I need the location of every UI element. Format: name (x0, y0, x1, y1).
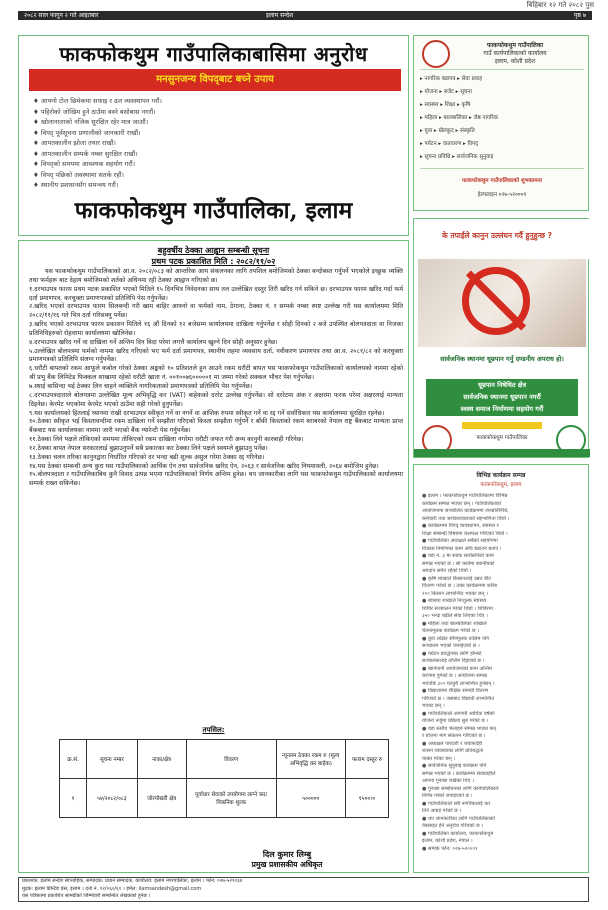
poster-green-box (426, 379, 578, 416)
list-item: ▸ स्वास्थ्य ▸ शिक्षा ▸ कृषि (420, 102, 471, 108)
article-line: ● खानेपानी आयोजनाको काम अन्तिम (422, 665, 492, 672)
list-item: ♦ आपतकालीन झोला तयार राखौं। (33, 139, 116, 147)
notice-subtitle: प्रथम पटक प्रकाशित मिति : २०८२/११/०२ (151, 257, 276, 266)
article-line: भएपछि ३०० घरधुरी लाभान्वित हुनेछन् । (422, 680, 495, 687)
article-line: ● वडा नं. ३ मा सडक स्तरोन्नतिको काम (422, 553, 494, 559)
article-line: ● गाउँपालिकाले आगामी आर्थिक वर्षको (422, 710, 495, 717)
table-header: विवरण (186, 740, 276, 779)
imprint-footer (18, 877, 589, 902)
article-line: ● युवा लक्षित सीपमूलक तालिम पनि (422, 635, 489, 642)
article-line: ● कृषि शाखाले किसानलाई उन्नत बीउ (422, 575, 491, 582)
header-page-label: पृष्ठ ७ (574, 12, 586, 19)
poster-headline: के तपाईंले कानुन उल्लंघन गर्दै हुनुहुन्छ ? (442, 231, 552, 240)
article-line: ३५० भन्दा बढीले सेवा लिएका थिए । (422, 613, 488, 619)
table-cell: ५००००० (276, 779, 345, 818)
table-row (60, 779, 389, 818)
article-line: ● गाउँपालिका अध्यक्षले सबैको सहयोगमा (422, 538, 498, 544)
article-line: चेतनामूलक कार्यक्रम गरेको छ । (422, 628, 479, 634)
article-line: ● गाउँपालिका कार्यालय, फाकफोकथुम (422, 830, 494, 837)
list-item: ▸ सूचना प्रविधि ▸ सार्वजनिक सुनुवाइ (420, 154, 494, 160)
notice-paragraph: १५.बोलपत्रदाता र गाउँपालिकाबिच कुनै विवाद उत्पन्न भएमा गाउँपालिकाको निर्णय अन्तिम हुनेछ। थप जानकारीका लागि यस फाकफोकथुम गाउँपालिकाको कार्यालयमा सम्पर्क राख्न सकिनेछ। (29, 471, 403, 488)
news-article (413, 464, 589, 873)
tender-table (59, 739, 389, 818)
article-line: ● थप जानकारीका लागि गाउँपालिकाको (422, 815, 495, 822)
article-subheading: फाकफोकथुम, इलाम (480, 482, 522, 488)
article-line: श्रमदान समेत रहेको थियो । (422, 568, 472, 574)
tender-notice (18, 240, 409, 873)
poster-green-line: स्वस्थ समाज निर्माणमा सहयोग गरौं (460, 405, 544, 413)
no-smoking-poster (413, 218, 589, 458)
list-item: ♦ आफ्नो टोल छिमेकमा सफाइ र ढल व्यवस्थापन गरौं। (33, 97, 162, 105)
notice-paragraph: ८.दरभाउपत्रदाताले बोलपत्रमा उल्लेखित मूल्य अभिवृद्धि कर (VAT) बाहेकको दररेट उल्लेख गर्नुपर्नेछ। सो दररेटमा अंक र अक्षरमा फरक परेमा अक्षरलाई मान्यता दिइनेछ। केरमेट भएकोमा केरमेट भएको ठाउँमा सही गरेको हुनुपर्नेछ। (29, 391, 403, 408)
notice-paragraph: यस फाकफोकथुम गाउँपालिकाको आ.व. २०८२/०८३ को आन्तरिक आय संकलनका लागि तपशिल बमोजिमको ठेक्का बन्दोबस्त गर्नुपर्ने भएकोले इच्छुक व्यक्ति तथा फर्महरू बाट देहाय बमोजिमको शर्तको अधिनमा रही ठेक्का आह्वान गरिएको छ। (29, 268, 403, 284)
poster-green-line: सार्वजनिक स्थानमा धूम्रपान नगरौं (463, 393, 541, 401)
footer-line: प्रकाशक: इलाम सन्देश साप्ताहिक, सम्पादक: प्रधान सम्पादक, कार्यालय: इलाम नगरपालिका, इलाम । फोन: ०२७-५२१२३४ (22, 878, 243, 884)
article-line: सम्पन्न भएको छ । सो कार्यमा स्थानीयको (422, 560, 495, 567)
article-line: तिर्न आग्रह गरेको छ । (422, 808, 462, 814)
article-line: वितरण गरेको छ । उक्त कार्यक्रममा करिब (422, 583, 497, 589)
list-item: ▸ पर्यटन ▸ वातावरण ▸ विपद् (420, 141, 479, 147)
notice-paragraph: १०.ठेक्का स्वीकृत भई किस्तावन्दीमा रकम दाखिला गर्ने सम्झौता गरिएको किस्ता सम्झौता गर्नुपर्ने र बाँकी किस्ताको रकम बराबरको नेपाल राष्ट्र बैंकबाट मान्यता प्राप्त बैंकबाट यस कार्यालयका नाममा जारी भएको बैंक ग्यारेन्टी पेस गर्नुपर्नेछ। (29, 418, 403, 435)
ad-red-bar: मनसुनजन्य विपद्‌बाट बच्ने उपाय (29, 69, 401, 91)
article-line: ● महिला तथा बालबालिका शाखाले (422, 620, 487, 627)
footer-line: मुद्रक: इलाम प्रिन्टिङ प्रेस, इलाम । दर्ता नं. १२/०६०/६१ । इमेल: ilamsandesh@gmail.com (22, 885, 202, 892)
article-line: ● पर्यटन प्रवर्द्धनका लागि होमस्टे (422, 650, 482, 657)
article-line: ● सम्पर्क फोन: ०२७-५२०००१ (422, 845, 478, 852)
ad-title: फाकफोकथुम गाउँपालिकाबासिमा अनुरोध (59, 42, 368, 66)
table-cell: १५००।० (346, 779, 389, 818)
article-line: ● इलाम । फाकफोकथुम गाउँपालिकामा विभिन्न (422, 493, 508, 499)
article-line: कार्यक्रम सम्पन्न भएका छन् । गाउँपालिकाको (422, 500, 502, 507)
article-line: ● कार्यक्रममा विपद् व्यवस्थापन, स्वास्थ्य र (422, 523, 499, 529)
article-line: वेबसाइट हेर्न अनुरोध गरिएको छ । (422, 823, 484, 829)
article-line: भएका छन् । (422, 703, 445, 709)
article-line: शिक्षा सम्बन्धी विषयमा छलफल गरिएको थियो । (422, 530, 508, 537)
article-line: ● गाउँपालिकाले सबै नागरिकलाई कर (422, 800, 491, 807)
notice-paragraph: ६.धरौटी बापतको रकम आफूले कबोल गरेको ठेक्का अङ्कको १० प्रतिशतले हुन आउने रकम धरौटी बापत यस फाकफोकथुम गाउँपालिकाको कार्यालयको नाममा रहेको श्री प्रभु बैंक लिमिटेड फिक्कल शाखामा रहेको धरौटी खाता नं. ००१००७६०००००१ मा जम्मा गरेको सक्कल भौचर पेश गर्नुपर्नेछ। (29, 365, 403, 382)
list-item: ♦ खोलानालाको नजिक सुरक्षित रहेर मात्र जाऔं। (33, 118, 149, 126)
article-line: सञ्चालन भएको जनाइएको छ । (422, 643, 480, 649)
article-line: चरणमा पुगेको छ । आयोजना सम्पन्न (422, 673, 488, 679)
article-line: ● सार्वजनिक सुनुवाइ कार्यक्रम पनि (422, 763, 487, 769)
article-line: व्यक्त गरेका छन् । (422, 755, 456, 762)
yellow-stripe (462, 422, 542, 429)
article-line: शासन व्यवस्थाका लागि प्रतिबद्धता (422, 748, 484, 754)
notice-paragraph: ९.यस कार्यालयको हितलाई ध्यानमा राखी दरभाउपत्र स्वीकृत गर्ने वा नगर्ने वा आंशिक रुपमा स्वीकृत गर्ने वा रद्द गर्ने सर्वाधिकार यस कार्यालयमा सुरक्षित रहनेछ। (29, 409, 385, 417)
list-item: ♦ पहिरोको जोखिम हुने ठाउँमा बस्ने बसोबास नगरौं। (33, 107, 156, 116)
table-caption: तपसिल: (202, 726, 225, 734)
header-left-text: २०८२ साल फागुन २ गते आइतबार (24, 12, 99, 19)
ad-red-line: फाकफोकथुम गाउँपालिकाको शुभकामना (462, 178, 542, 184)
article-line: निर्णय गरेको जनाइएको छ । (422, 793, 473, 799)
signatory-title: प्रमुख प्रशासकीय अधिकृत (251, 860, 323, 869)
notice-paragraph: ११.ठेक्का लिने पक्षले तोकिएको समयमा तोकिएको रकम दाखिला नगरेमा धरौटी जफत गरी अन्य कानुनी कारबाही गरिनेछ। (29, 436, 304, 444)
article-line: कर्मचारी तथा सरोकारवालाको सहभागिता थियो । (422, 515, 510, 522)
ad-tip-list (33, 96, 398, 191)
footer-line: यस पत्रिकामा प्रकाशित सामग्रीको जिम्मेवारी सम्बन्धित लेखकको हुनेछ । (22, 893, 151, 899)
notice-paragraph: ३.खरिद भएको दरभाउपत्र फारम प्रकाशन मितिले १६ औं दिनको १२ बजेसम्म कार्यालयमा दाखिला गर्नुपर्नेछ र सोही दिनको २ बजे उपस्थित बोलपत्रदाता वा निजका प्रतिनिधिहरुको रोहवरमा कार्यालयमा खोलिनेछ। (29, 321, 403, 337)
article-body (422, 493, 582, 853)
poster-green-line: धूम्रपान निषेधित क्षेत्र (477, 381, 527, 389)
article-line: २०० किसान लाभान्वित भएका छन् । (422, 590, 488, 597)
publication-date: बिहिबार १२ गते २०८२ पुस (526, 1, 594, 9)
list-item: ▸ नागरिक बडापत्र ▸ सेवा प्रवाह (420, 76, 483, 82)
table-cell: ५४/२०८२/०८३ (87, 779, 137, 818)
article-line: गरिएको छ । जसबाट विद्यार्थी लाभान्वित (422, 695, 495, 702)
poster-green-strip (414, 449, 590, 457)
list-item: ▸ महिला ▸ बालबालिका ▸ जेष्ठ नागरिक (420, 115, 499, 121)
notice-paragraph: ५.उल्लेखित बोलपत्रमा फर्मको नाममा खरिद गरिएको भए फर्म दर्ता प्रमाणपत्र, स्थानीय तहमा व्यवसाय दर्ता, नवीकरण प्रमाणपत्र तथा आ.व. २०८१/८२ को करचुक्ता प्रमाणपत्रको प्रतिलिपि संलग्न गर्नुपर्नेछ। (29, 347, 403, 364)
article-line: सञ्चालकलाई तालिम दिइएको छ । (422, 658, 485, 664)
org-name: फाकफोकथुम गाउँपालिका (486, 42, 544, 49)
signatory-name: दिल कुमार लिम्बु (262, 850, 312, 859)
article-line: ● स्वास्थ्य शाखाले निःशुल्क स्वास्थ्य (422, 598, 487, 604)
notice-paragraph: १४.यस ठेक्का सम्बन्धी अन्य कुरा यस गाउँपालिकाको आर्थिक ऐन तथा सार्वजनिक खरिद ऐन, २०६३ र सार्वजनिक खरिद नियमावली, २०६४ बमोजिम हुनेछ। (29, 462, 379, 470)
article-heading: विभिन्न कार्यक्रम सम्पन्न (476, 472, 526, 479)
article-line: शिविर सञ्चालन गरेको थियो । शिविरमा (422, 605, 493, 612)
article-line: ● वडा स्तरीय भेलाहरु सम्पन्न भएका छन् (422, 725, 496, 732)
list-item: ♦ स्थानीय प्रशासनसँग समन्वय गरौं। (33, 181, 119, 189)
table-header: नाका/क्षेत्र (137, 740, 186, 779)
notice-body (29, 268, 403, 489)
org-office: गाउँ कार्यपालिकाको कार्यालय (483, 50, 547, 57)
table-header: न्यूनतम ठेक्का रकम रु (मूल्य अभिवृद्धि कर बाहेक) (276, 740, 345, 779)
notice-paragraph: १२.ठेक्का बापत नेपाल सरकारलाई बुझाउनुपर्ने सबै प्रकारका कर ठेक्का लिने पक्षले स्वयम्ले बुझाउनु पर्नेछ। (29, 444, 268, 452)
article-line: विकास निर्माणका काम अघि बढाउने बताए । (422, 545, 502, 552)
list-item: ♦ आपतकालीन सम्पर्क नम्बर सुरक्षित राखौं। (33, 149, 138, 158)
table-header: फाराम दस्तुर रु (346, 740, 389, 779)
list-item: ▸ योजना ▸ बजेट ▸ सूचना (420, 89, 472, 95)
org-address: इलाम, कोशी प्रदेश (494, 58, 536, 65)
notice-title: बहुवर्षीय ठेक्का आह्वान सम्बन्धी सूचना (157, 246, 270, 255)
list-item: ♦ विपद्‌को समयमा आवश्यक सहयोग गरौं। (33, 160, 136, 168)
government-emblem-icon (422, 40, 450, 68)
article-line: ● विद्यालयमा शैक्षिक सामग्री वितरण (422, 688, 489, 694)
table-cell: जोरपोखरी क्षेत्र (137, 779, 186, 818)
poster-footer: फाकफोकथुम गाउँपालिका (476, 435, 528, 441)
notice-paragraph: २.खरिद भएको दरभाउपत्र फारम सिलबन्दी गरी खाम बाहिर आफ्नो वा फर्मको नाम, ठेगाना, ठेक्का नं. र सम्पर्क नम्बर स्पष्ट उल्लेख गरी यस कार्यालयमा मिति २०८२/११/१६ गते भित्र दर्ता गरिसक्नु पर्नेछ। (29, 303, 403, 320)
notice-paragraph: ७.स्थाई बासिन्दा भई ठेक्का लिन चाहने व्यक्तिले नागरिकताको प्रमाणपत्रको प्रतिलिपि पेस गर्नुपर्नेछ। (29, 382, 253, 390)
list-item: ♦ विपद् पूर्वसूचना प्रणालीको जानकारी राखौं। (33, 128, 141, 137)
notice-paragraph: १३.ठेक्का चलन तरिका कानुनद्वारा निर्धारित गरिएको दर भन्दा बढी शुल्क असुल गरेमा ठेक्का रद्द गरिनेछ। (29, 453, 265, 461)
masthead-strip (0, 0, 608, 22)
notice-paragraph: १.दरभाउपत्र फारम प्रथम पटक प्रकाशित भएको मितिले १५ दिनभित्र निवेदनका साथ तल उल्लेखित दस्तुर तिरी खरिद गर्न सकिने छ। दरभाउपत्र फारम खरिद गर्दा फर्म दर्ता प्रमाणपत्र, करचुक्ता प्रमाणपत्रको प्रतिलिपि पेस गर्नुपर्नेछ। (29, 285, 403, 302)
table-cell: पूर्वाधार सेवाको उपयोगमा लाग्ने कर/पिकनिक शुल्क (186, 779, 276, 818)
notice-paragraph: ४.दरभाउपत्र खरिद गर्ने वा दाखिला गर्ने अन्तिम दिन बिदा परेमा लगत्तै कार्यालय खुल्ने दिन सोही अनुसार हुनेछ। (29, 338, 278, 346)
ad-helpline: हेल्पलाइन ०२७-५२०००१ (477, 192, 527, 198)
poster-message: सार्वजनिक स्थानमा धूम्रपान गर्नु दण्डनीय अपराध हो। (440, 355, 564, 363)
list-item: ▸ युवा ▸ खेलकुद ▸ संस्कृति (420, 128, 475, 134)
table-cell: १ (60, 779, 87, 818)
table-header-row (60, 740, 389, 779)
article-line: इलाम, कोशी प्रदेश, नेपाल । (422, 838, 473, 844)
article-line: ● अध्यक्षले पारदर्शी र जवाफदेही (422, 740, 483, 747)
article-line: र योजना माग संकलन गरिएको छ । (422, 733, 486, 739)
article-line: सम्पन्न भएको छ । कार्यक्रममा सेवाग्राहीले (422, 770, 496, 777)
disaster-awareness-ad (18, 35, 409, 236)
table-header: क्र.सं. (60, 740, 87, 779)
header-center-text: इलाम सन्देश (266, 12, 294, 19)
ad-footer-title: फाकफोकथुम गाउँपालिका, इलाम (74, 197, 353, 224)
article-line: आफ्ना गुनासा राखेका थिए । (422, 778, 474, 784)
article-line: ● गुनासा सम्बोधनका लागि कार्यपालिकाले (422, 785, 499, 792)
table-header: सूचना नम्बर (87, 740, 137, 779)
article-line: आयोजनामा सञ्चालित कार्यक्रममा जनप्रतिनिधि, (422, 508, 509, 514)
list-item: ♦ विपद् पछिको अवस्थामा सतर्क रहौं। (33, 170, 124, 179)
divider (420, 168, 584, 169)
divider (420, 69, 584, 70)
page-header-band (18, 11, 592, 20)
municipality-services-ad (413, 35, 589, 211)
article-line: योजना तर्जुमा प्रक्रिया सुरु गरेको छ । (422, 718, 489, 724)
